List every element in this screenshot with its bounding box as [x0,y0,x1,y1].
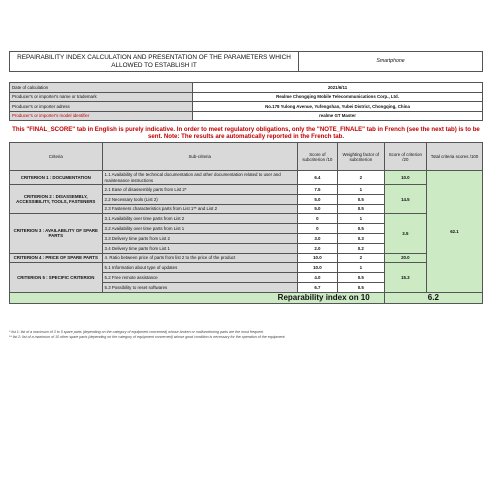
criterion-score: 3.5 [384,214,426,253]
sub-criterion-label: 3.4 Delivery time parts from List 1 [102,243,297,253]
repairability-label: Reparability index on 10 [10,292,385,303]
info-value: Realme Chongqing Mobile Telecommunications Corp., Ltd. [193,92,483,102]
sub-criterion-score: 5.0 [297,204,337,214]
info-row [10,92,483,102]
sub-criterion-score: 6.4 [297,171,337,185]
criterion-name: CRITERION 3 : AVAILABILITY OF SPARE PARTS [10,214,103,253]
col-score-sub: Score of subcriterion /10 [297,143,337,171]
sub-criterion-label: 3.3 Delivery time parts from List 2 [102,233,297,243]
criterion-name: CRITERION 2 : DISASSEMBLY, ACCESSIBILITY, TOOLS, FASTENERS [10,185,103,214]
sub-criterion-score: 3.0 [297,233,337,243]
sub-criterion-score: 0 [297,224,337,234]
sub-criterion-label: 4. Ratio between price of parts from list 2 to the price of the product [102,253,297,263]
criterion-score: 14.5 [384,185,426,214]
info-row [10,83,483,93]
footnote-1: * list 1: list of a maximum of 3 to 5 spare parts (depending on the category of equipment concerned) whose broken or malfunctioning parts are the most frequent [9,330,264,334]
criteria-row [10,263,483,273]
criteria-row [10,214,483,224]
criterion-name: CRITERION 4 : PRICE OF SPARE PARTS [10,253,103,263]
product-type: Smartphone [299,51,483,72]
info-label: Producer's or importer adress [10,102,193,112]
sub-criterion-label: 2.3 Fasteners characteristics parts from List 1** and List 2 [102,204,297,214]
sub-criterion-weight: 0.2 [337,243,384,253]
sub-criterion-weight: 0.5 [337,273,384,283]
col-sub-criteria: Sub-criteria [102,143,297,171]
info-row [10,111,483,121]
sub-criterion-label: 5.2 Free remote assistance [102,273,297,283]
criteria-row [10,171,483,185]
sub-criterion-score: 6.7 [297,282,337,292]
info-label: Producer's or importer's name or trademark [10,92,193,102]
sub-criterion-score: 10.0 [297,263,337,273]
sub-criterion-weight: 0.5 [337,224,384,234]
sub-criterion-weight: 1 [337,214,384,224]
criterion-name: CRITERION 5 : SPECIFIC CRITERION [10,263,103,292]
info-row [10,102,483,112]
sub-criterion-weight: 0.5 [337,282,384,292]
sub-criterion-weight: 1 [337,263,384,273]
sub-criterion-label: 5.1 Information about type of updates [102,263,297,273]
criteria-row [10,185,483,195]
sub-criterion-weight: 2 [337,253,384,263]
sub-criterion-score: 0 [297,214,337,224]
sheet-title: REPAIRABILITY INDEX CALCULATION AND PRESENTATION OF THE PARAMETERS WHICH ALLOWED TO ESTABLISH IT [9,51,299,72]
info-label: Producer's or importer's model identifier [10,111,193,121]
sub-criterion-label: 3.1 Availability over time parts from List 2 [102,214,297,224]
col-total: Total criteria scores /100 [426,143,482,171]
sub-criterion-weight: 0.5 [337,204,384,214]
footnote-2: ** list 2: list of a maximum of 10 other spare parts (depending on the category of equipment concerned) whose good condition is necessary for the operation of the equipment. [9,334,286,339]
repairability-value: 6.2 [384,292,482,303]
sub-criterion-label: 1.1 Availability of the technical documentation and other documentation related to user and maintenance instructions [102,171,297,185]
sub-criterion-weight: 0.3 [337,233,384,243]
col-criteria: Criteria [10,143,103,171]
info-value: 2021/6/11 [193,83,483,93]
col-weighting: Weighting factor of subcriterion [337,143,384,171]
sub-criterion-label: 5.3 Possibility to reset softwares [102,282,297,292]
sub-criterion-label: 3.2 Availability over time parts from List 1 [102,224,297,234]
sub-criterion-weight: 1 [337,185,384,195]
criterion-score: 10.0 [384,171,426,185]
col-score-crit: Score of criterion /20 [384,143,426,171]
sub-criterion-score: 7.5 [297,185,337,195]
sub-criterion-score: 2.0 [297,243,337,253]
total-score: 62.1 [426,171,482,293]
sub-criterion-label: 2.2 Necessary tools (List 2) [102,194,297,204]
sub-criterion-weight: 2 [337,171,384,185]
footnotes [9,330,483,339]
sub-criterion-score: 5.0 [297,194,337,204]
criterion-score: 15.3 [384,263,426,292]
info-value: realme GT Master [193,111,483,121]
criteria-row [10,253,483,263]
info-label: Date of calculation [10,83,193,93]
criterion-score: 20.0 [384,253,426,263]
sub-criterion-label: 2.1 Ease of disassembly parts from List 2* [102,185,297,195]
criteria-table [9,142,483,304]
sub-criterion-score: 4.0 [297,273,337,283]
criterion-name: CRITERION 1 : DOCUMENTATION [10,171,103,185]
sub-criterion-score: 10.0 [297,253,337,263]
product-info-table [9,82,483,121]
notice-text: This "FINAL_SCORE" tab in English is purely indicative. In order to meet regulatory obligations, only the "NOTE_FINALE" tab in French (see the next tab) is to be sent. Note: The results are automatically reported in the French tab. [12,126,480,141]
info-value: No.178 Yulong Avenue, Yufengshan, Yubei District, Chongqing, China [193,102,483,112]
sub-criterion-weight: 0.5 [337,194,384,204]
